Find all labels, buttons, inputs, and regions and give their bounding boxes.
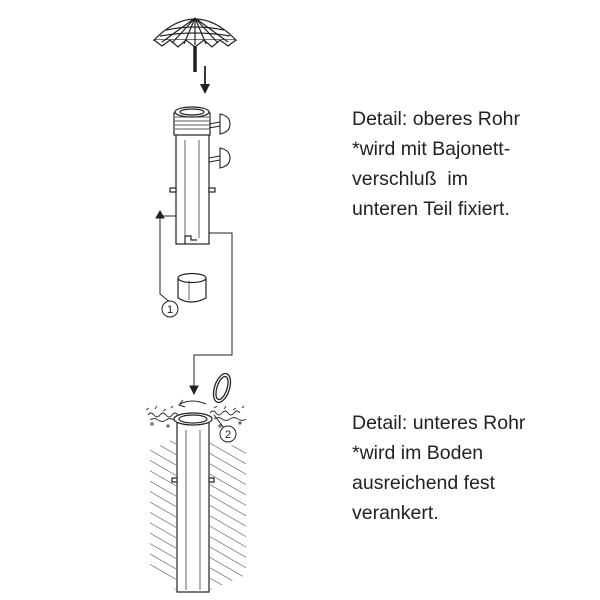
leader-line-1 bbox=[156, 211, 176, 302]
insert-arrow-icon bbox=[200, 66, 210, 94]
soil-hatch-left bbox=[150, 438, 176, 590]
wing-screw-upper-icon bbox=[209, 114, 230, 134]
caption-lower-line-2: *wird im Boden bbox=[352, 442, 484, 464]
upper-tube bbox=[170, 107, 215, 244]
callout-label-1: 1 bbox=[166, 304, 174, 316]
soil-hatch-right bbox=[210, 438, 246, 590]
caption-upper-line-4: unteren Teil fixiert. bbox=[352, 198, 510, 220]
umbrella-icon bbox=[154, 18, 236, 72]
caption-lower-line-3: ausreichend fest bbox=[352, 472, 496, 494]
caption-upper-line-1: Detail: oberes Rohr bbox=[352, 108, 520, 130]
cap-part-1 bbox=[178, 274, 206, 303]
callout-label-2: 2 bbox=[224, 429, 232, 441]
lower-tube bbox=[172, 413, 214, 592]
rotate-arrow-icon bbox=[179, 400, 206, 407]
connector-line bbox=[190, 233, 232, 394]
caption-lower-tube bbox=[352, 408, 592, 528]
ring-part-2 bbox=[210, 371, 234, 404]
caption-lower-line-4: verankert. bbox=[352, 502, 439, 524]
caption-upper-tube bbox=[352, 104, 592, 224]
caption-lower-line-1: Detail: unteres Rohr bbox=[352, 412, 526, 434]
caption-upper-line-3: verschluß im bbox=[352, 168, 468, 190]
wing-screw-lower-icon bbox=[209, 148, 230, 168]
caption-upper-line-2: *wird mit Bajonett- bbox=[352, 138, 511, 160]
